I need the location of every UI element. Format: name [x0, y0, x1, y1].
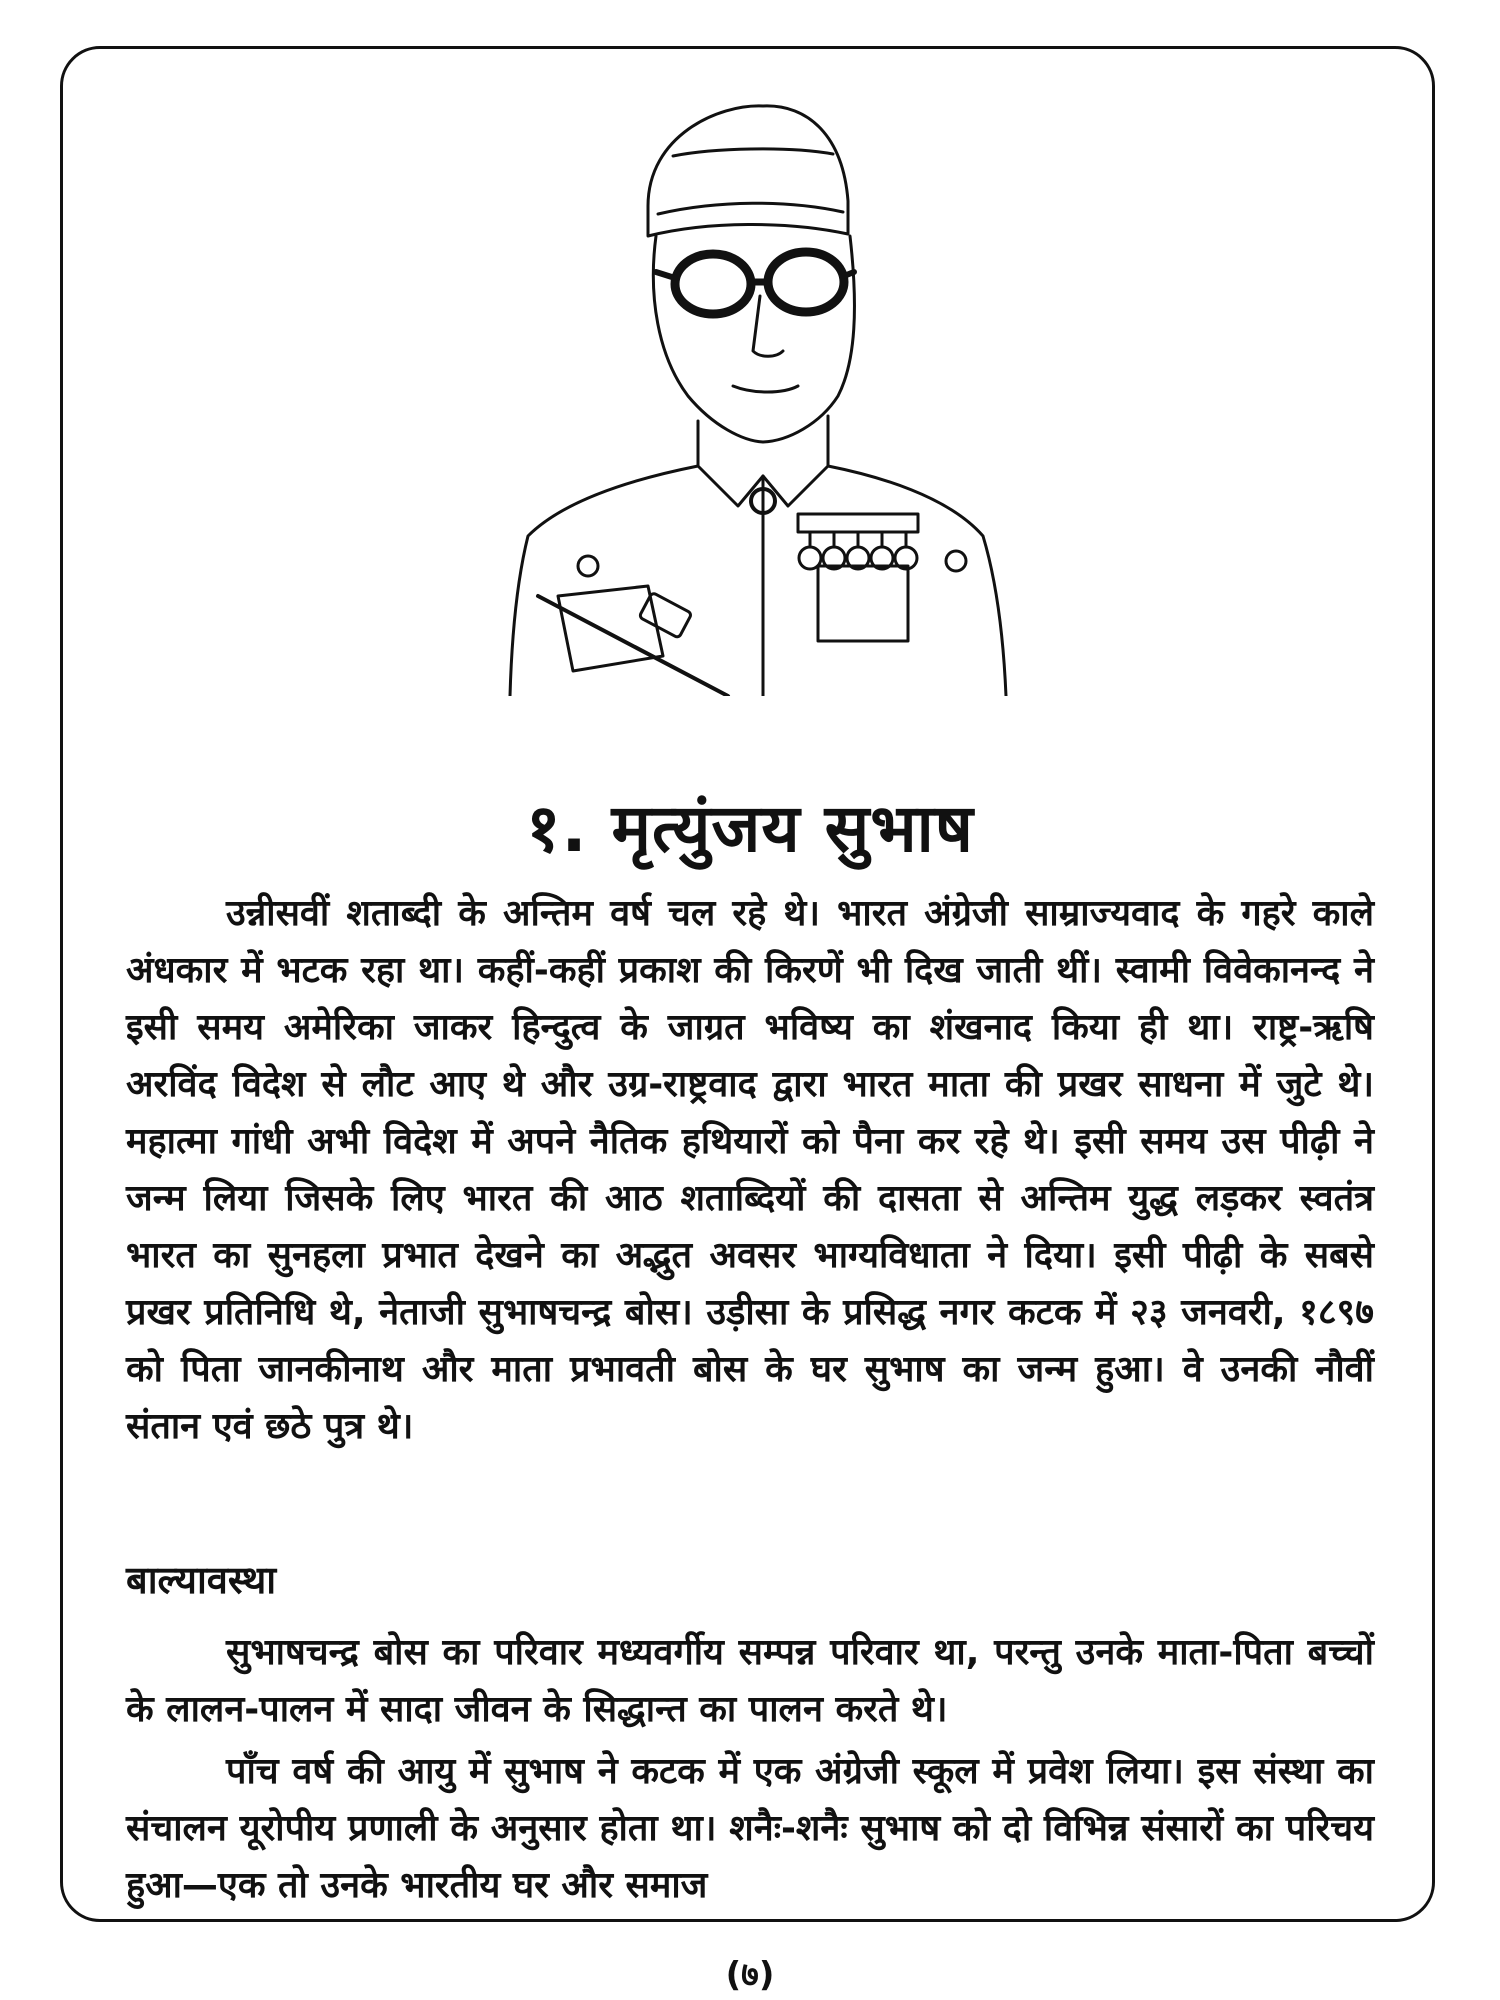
intro-paragraph: उन्नीसवीं शताब्दी के अन्तिम वर्ष चल रहे थे। भारत अंग्रेजी साम्राज्यवाद के गहरे काले अंधकार में भटक रहा था। कहीं-कहीं प्रकाश की किरणें भी दिख जाती थीं। स्वामी विवेकानन्द ने इसी समय अमेरिका जाकर हिन्दुत्व के जाग्रत भविष्य का शंखनाद किया ही था। राष्ट्र-ऋषि अरविंद विदेश से लौट आए थे और उग्र-राष्ट्रवाद द्वारा भारत माता की प्रखर साधना में जुटे थे। महात्मा गांधी अभी विदेश में अपने नैतिक हथियारों को पैना कर रहे थे। इसी समय उस पीढ़ी ने जन्म लिया जिसके लिए भारत की आठ शताब्दियों की दासता से अन्तिम युद्ध लड़कर स्वतंत्र भारत का सुनहला प्रभात देखने का अद्भुत अवसर भाग्यविधाता ने दिया। इसी पीढ़ी के सबसे प्रखर प्रतिनिधि थे, नेताजी सुभाषचन्द्र बोस। उड़ीसा के प्रसिद्ध नगर कटक में २३ जनवरी, १८९७ को पिता जानकीनाथ और माता प्रभावती बोस के घर सुभाष का जन्म हुआ। वे उनकी नौवीं संतान एवं छठे पुत्र थे। — [126, 893, 1374, 1447]
jacket — [510, 466, 698, 696]
portrait-illustration — [498, 96, 1018, 696]
cap — [648, 106, 848, 236]
childhood-paragraph-2: पाँच वर्ष की आयु में सुभाष ने कटक में एक अंग्रेजी स्कूल में प्रवेश लिया। इस संस्था का संचालन यूरोपीय प्रणाली के अनुसार होता था। शनैः-शनैः सुभाष को दो विभिन्न संसारों का परिचय हुआ—एक तो उनके भारतीय घर और समाज — [126, 1751, 1374, 1906]
glasses — [656, 252, 854, 314]
medals-icon — [798, 514, 918, 569]
section-heading-childhood: बाल्यावस्था — [126, 1558, 277, 1602]
chapter-title: १. मृत्युंजय सुभाष — [526, 790, 974, 868]
page-number: (७) — [725, 1955, 775, 1995]
childhood-paragraph-1: सुभाषचन्द्र बोस का परिवार मध्यवर्गीय सम्पन्न परिवार था, परन्तु उनके माता-पिता बच्चों के लालन-पालन में सादा जीवन के सिद्धान्त का पालन करते थे। — [126, 1632, 1374, 1730]
